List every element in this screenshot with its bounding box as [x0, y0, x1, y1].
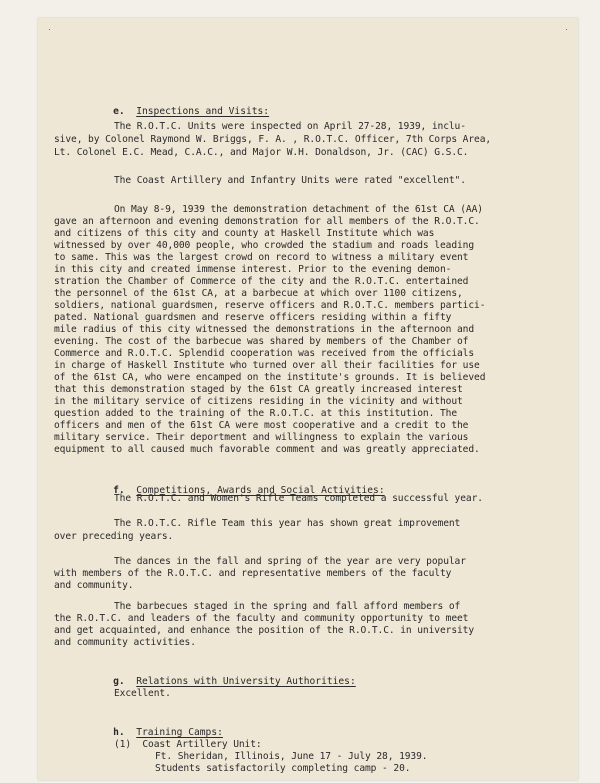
text-line: the R.O.T.C. and leaders of the faculty and community opportunity to meet [54, 613, 469, 624]
text-line: Lt. Colonel E.C. Mead, C.A.C., and Major W.H. Donaldson, Jr. (CAC) G.S.C. [54, 147, 469, 158]
text-line: over preceding years. [54, 531, 174, 542]
text-line: On May 8-9, 1939 the demonstration detachment of the 61st CA (AA) [114, 204, 483, 215]
section-title: Relations with University Authorities: [136, 676, 356, 687]
document-page [38, 18, 578, 780]
text-line: The R.O.T.C. and Women's Rifle Teams completed a successful year. [114, 493, 483, 504]
text-line: stration the Chamber of Commerce of the city and the R.O.T.C. entertained [54, 276, 469, 287]
text-line: The Coast Artillery and Infantry Units were rated "excellent". [114, 175, 466, 186]
text-line: The dances in the fall and spring of the year are very popular [114, 556, 466, 567]
section-title: Inspections and Visits: [136, 106, 270, 117]
text-line: The R.O.T.C. Units were inspected on April 27-28, 1939, inclu- [114, 121, 466, 132]
text-line: to same. This was the largest crowd on record to witness a military event [54, 252, 469, 263]
text-line: evening. The cost of the barbecue was shared by members of the Chamber of [54, 336, 469, 347]
text-line: mile radius of this city witnessed the demonstrations in the afternoon and [54, 324, 475, 335]
punch-mark-right: · [565, 24, 568, 34]
text-line: pated. National guardsmen and reserve officers residing within a fifty [54, 312, 452, 323]
text-line: in charge of Haskell Institute who turned over all their facilities for use [54, 360, 480, 371]
text-line: in the military service of citizens residing in the vicinity and without [54, 396, 463, 407]
text-line: soldiers, national guardsmen, reserve officers and R.O.T.C. members partici- [54, 300, 486, 311]
text-line: question added to the training of the R.O.T.C. at this institution. The [54, 408, 457, 419]
text-line: witnessed by over 40,000 people, who crowded the stadium and roads leading [54, 240, 475, 251]
text-line: of the 61st CA, who were encamped on the institute's grounds. It is believed [54, 372, 486, 383]
text-line: and community activities. [54, 637, 196, 648]
text-line: that this demonstration staged by the 61st CA greatly increased interest [54, 384, 463, 395]
text-line: Commerce and R.O.T.C. Splendid cooperation was received from the officials [54, 348, 475, 359]
section-title: Competitions, Awards and Social Activities: [136, 485, 385, 496]
text-line: Excellent. [114, 688, 171, 699]
section-label: e. [113, 106, 125, 117]
section-label: g. [113, 676, 125, 687]
text-line: The R.O.T.C. Rifle Team this year has shown great improvement [114, 518, 461, 529]
text-line: officers and men of the 61st CA were most cooperative and a credit to the [54, 420, 469, 431]
text-line: sive, by Colonel Raymond W. Briggs, F. A. , R.O.T.C. Officer, 7th Corps Area, [54, 134, 492, 145]
text-line: and get acquainted, and enhance the position of the R.O.T.C. in university [54, 625, 475, 636]
text-line: the personnel of the 61st CA, at a barbecue at which over 1100 citizens, [54, 288, 463, 299]
text-line: military service. Their deportment and willingness to explain the various [54, 432, 469, 443]
text-line: (1) Coast Artillery Unit: [114, 739, 262, 750]
text-line: with members of the R.O.T.C. and representative members of the faculty [54, 568, 452, 579]
text-line: equipment to all caused much favorable comment and was greatly appreciated. [54, 444, 480, 455]
section-label: f. [113, 485, 125, 496]
text-line: Students satisfactorily completing camp - 20. [155, 763, 411, 774]
text-line: in this city and created immense interest. Prior to the evening demon- [54, 264, 452, 275]
text-line: and community. [54, 580, 134, 591]
text-line: gave an afternoon and evening demonstration for all members of the R.O.T.C. [54, 216, 480, 227]
section-label: h. [113, 727, 125, 738]
text-line: Ft. Sheridan, Illinois, June 17 - July 28, 1939. [155, 751, 428, 762]
text-line: The barbecues staged in the spring and fall afford members of [114, 601, 461, 612]
punch-mark-left: · [48, 24, 51, 34]
section-title: Training Camps: [136, 727, 223, 738]
text-line: and citizens of this city and county at Haskell Institute which was [54, 228, 435, 239]
